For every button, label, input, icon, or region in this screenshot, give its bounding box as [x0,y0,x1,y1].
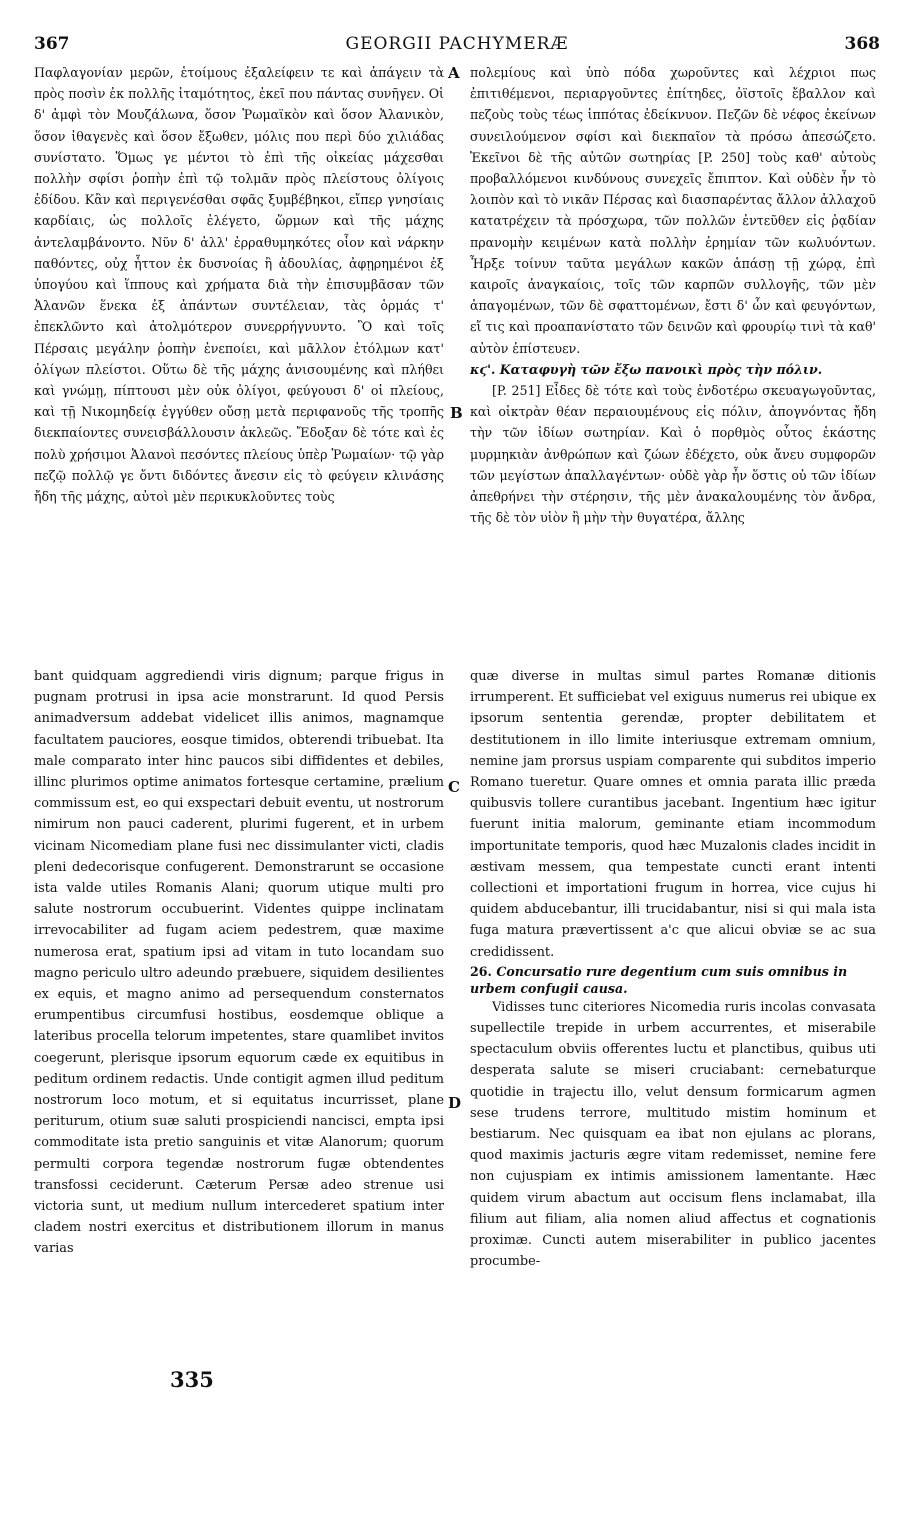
running-title: GEORGII PACHYMERÆ [345,34,569,54]
margin-marker-a: A [448,64,460,82]
margin-marker-c: C [448,778,460,796]
latin-column-left [34,666,444,1524]
latin-section-heading [470,963,876,997]
greek-column-left [34,62,444,648]
latin-paragraph: Vidisses tunc citeriores Nicomedia ruris incolas convasata supellectile trepide in urbem accurrentes, et miserabile spectaculum obviis offerentes luctu et planctibus, quibus uti desperata salute se miseri cruciabant: cernebaturque quotidie in trajectu illo, velut densum formicarum agmen sese trudens terrore, multitudo mistim hominum et bestiarum. Nec quisquam ea ibat non ejulans ac plorans, quod maximis jacturis ægre vitam redemisset, nemine fere non cujuspiam ex intimis amissionem lamentante. Hæc quidem virum abactum aut occisum flens inclamabat, illa filium aut filiam, alia nomen aliud affectus et cognationis proximæ. Cuncti autem miserabiliter in publico jacentes procumbe- [470,999,876,1270]
latin-section-number: 26. [470,963,492,979]
greek-column-right [470,62,876,648]
latin-paragraph: bant quidquam aggrediendi viris dignum; parque frigus in pugnam protrusi in ipsa acie monstrarunt. Id quod Persis animadversum addebat videlicet illis animos, magnamque facultatem pauciores, eosque timidos, obterendi tribuebat. Ita male comparato inter hinc paucos sibi diffidentes et debiles, illinc plurimos optime animatos fortesque certamine, prælium commissum est, eo qui exspectari debuit eventu, ut nostrorum nimirum non pauci caderent, plurimi fugerent, et in urbem vicinam Nicomediam plane fusi nec dissimulanter victi, cladis pleni dedecorisque confugerent. Demonstrarunt se occasione ista valde utiles Romanis Alani; quorum utique multi pro salute nostrorum occubuerint. Videntes quippe inclinatam irrevocabiliter ad fugam aciem pedestrem, quæ maxime numerosa erat, spatium ipsi ad vitam in tuto locandam suo magno periculo ultro adeundo præbuere, siquidem desilientes ex equis, et magno animo ad persequendum consternatos erumpentibus circumfusi hostibus, eosdemque oblique a lateribus procella telorum impetentes, stare quamlibet invitos coegerunt, plerisque ipsorum equorum cæde ex equitibus in peditum ordinem redactis. Unde contigit agmen illud peditum nostrorum loco motum, et si equitatus incurrisset, plane periturum, otium suæ saluti prospiciendi nancisci, empta ipsi commoditate ista pretio sanguinis et vitæ Alanorum; quorum permulti corpora tegendæ nostrorum fugæ obtendentes transfossi ceciderunt. Cæterum Persæ adeo strenue usi victoria sunt, ut medium nullum intercederet spatium inter cladem nostri exercitus et distributionem illorum in manus varias [34,669,444,1257]
page-number-right: 368 [844,34,880,54]
latin-column-right [470,666,876,1524]
page-header [34,34,880,58]
latin-paragraph: quæ diverse in multas simul partes Romanæ ditionis irrumperent. Et sufficiebat vel exiguus numerus rei ubique ex ipsorum sententia gerendæ, propter debilitatem et destitutionem in illo limite interiusque extremam omnium, nemine jam prorsus uspiam comparente qui subditos imperio Romano tueretur. Quare omnes et omnia parata illic præda quibusvis tollere curantibus jacebant. Ingentium hæc igitur fuerunt initia malorum, geminante etiam incommodum importunitate temporis, quod hæc Muzalonis clades incidit in æstivam messem, qua tempestate cuncti erant intenti collectioni et importationi frugum in horrea, vice cujus hi quidem abducebantur, illi trucidabantur, nisi si qui mala ista fuga matura prævertissent a'c que alicui obviæ se ac sua credidissent. [470,669,876,960]
greek-paragraph: Παφλαγονίαν μερῶν, ἑτοίμους ἐξαλείφειν τε καὶ ἀπάγειν τὰ πρὸς ποσὶν ἐκ πολλῆς ἰταμότητος, ἐκεῖ που πάντας συνῆγεν. Οἱ δ' ἀμφὶ τὸν Μουζάλωνα, ὅσον Ῥωμαϊκὸν καὶ ὅσον Ἀλανικὸν, ὅσον ἰθαγενὲς καὶ ὅσον ἔξωθεν, μόλις που περὶ δύο χιλιάδας συνίστατο. Ὅμως γε μέντοι τὸ ἐπὶ τῆς οἰκείας μάχεσθαι πολλὴν σφίσι ῥοπὴν ἐπὶ τῷ τολμᾶν πρὸς πλείστους ὀλίγοις ἐδίδου. Κἂν καὶ περιγενέσθαι σφᾶς ξυμβέβηκοι, εἴπερ γνησίαις καρδίαις, ὡς πολλοῖς ἐλέγετο, ὥρμων καὶ τῆς μάχης ἀντελαμβάνοντο. Νῦν δ' ἀλλ' ἐρραθυμηκότες οἷον καὶ νάρκην παθόντες, οὐχ ἧττον ἐκ δυσνοίας ἢ ἀδουλίας, ἀφῃρημένοι ἐξ ὑπογύου καὶ ἵππους καὶ χρήματα διὰ τὴν ἐπισυμβᾶσαν τῶν Ἀλανῶν ἕνεκα ἐξ ἁπάντων συντέλειαν, τὰς ὁρμάς τ' ἐπεκλῶντο καὶ ἀτολμότερον συνερρήγνυντο. Ὃ καὶ τοῖς Πέρσαις μεγάλην ῥοπὴν ἐνεποίει, καὶ μᾶλλον ἐτόλμων κατ' ὀλίγων πλείστοι. Οὕτω δὲ τῆς μάχης ἀνισουμένης καὶ πλήθει καὶ γνώμῃ, πίπτουσι μὲν οὐκ ὀλίγοι, φεύγουσι δ' οἱ πλείους, καὶ τῇ Νικομηδείᾳ ἐγγύθεν οὔσῃ μετὰ περιφανοῦς τῆς τροπῆς διεκπαίοντες συνεισβάλλουσιν ἀκλεῶς. Ἔδοξαν δὲ τότε καὶ ἐς πολὺ χρήσιμοι Ἀλανοὶ πεσόντες πλείους ὑπὲρ Ῥωμαίων· τῷ γὰρ πεζῷ πολλῷ γε ὄντι διδόντες ἄνεσιν εἰς τὸ φεύγειν κλινάσης ἤδη τῆς μάχης, αὐτοὶ μὲν περικυκλοῦντες τοὺς [34,65,444,505]
page-number-left: 367 [34,34,70,54]
greek-paragraph: [P. 251] Εἶδες δὲ τότε καὶ τοὺς ἐνδοτέρω σκευαγωγοῦντας, καὶ οἰκτρὰν θέαν περαιουμένους εἰς πόλιν, ἀπογνόντας ἤδη τὴν τῶν ἰδίων σωτηρίαν. Καὶ ὁ πορθμὸς οὗτος ἑκάστης μυρμηκιὰν ἀνθρώπων καὶ ζώων ἐδέχετο, οὐκ ἄνευ συμφορῶν τῶν μεγίστων ἀπαλλαγέντων· οὐδὲ γὰρ ἦν ὅστις οὐ τῶν ἰδίων ἀπεθρήνει τὴν στέρησιν, τῆς μὲν ἀνακαλουμένης τὸν ἄνδρα, τῆς δὲ τὸν υἱὸν ἢ μὴν τὴν θυγατέρα, ἄλλης [470,383,876,526]
latin-section-title: Concursatio rure degentium cum suis omnibus in urbem confugii causa. [470,963,848,996]
greek-section-title: κϛ'. Καταφυγὴ τῶν ἔξω πανοικὶ πρὸς τὴν πόλιν. [470,361,823,377]
signature-mark: 335 [170,1367,214,1392]
greek-paragraph: πολεμίους καὶ ὑπὸ πόδα χωροῦντες καὶ λέχριοι πως ἐπιτιθέμενοι, περιαργοῦντες ἐπίτηδες, ὀϊστοῖς ἔβαλλον καὶ πεζοὺς τοὺς τέως ἱππότας ἐδείκνυον. Πεζῶν δὲ νέφος ἐκείνων συνειλούμενον σφίσι καὶ διεκπαῖον τὰ πρόσω ἀπεσώζετο. Ἐκεῖνοι δὲ τῆς αὐτῶν σωτηρίας [P. 250] τοὺς καθ' αὐτοὺς προβαλλόμενοι κινδύνους συνεχεῖς ἔπιπτον. Καὶ οὐδὲν ἦν τὸ λοιπὸν καὶ τὸ νικᾶν Πέρσας καὶ διασπαρέντας ἄλλον ἀλλαχοῦ κατατρέχειν τὰ πρόσχωρα, τῶν πολλῶν ἐντεῦθεν εἰς ῥᾳδίαν πρανομὴν κειμένων κατὰ πολλὴν ἐρημίαν τῶν κωλυόντων. Ἦρξε τοίνυν ταῦτα μεγάλων κακῶν ἁπάσῃ τῇ χώρᾳ, ἐπὶ καιροῖς ἀναγκαίοις, τοῖς τῶν καρπῶν συλλογῆς, τῶν μὲν ἀπαγομένων, τῶν δὲ σφαττομένων, ἔστι δ' ὧν καὶ φευγόντων, εἴ τις καὶ προαπανίστατο τῶν δεινῶν καὶ φρουρίῳ τινὶ τὰ καθ' αὐτὸν ἐπίστευεν. [470,65,876,356]
margin-marker-d: D [448,1094,462,1112]
margin-marker-b: B [450,404,463,422]
